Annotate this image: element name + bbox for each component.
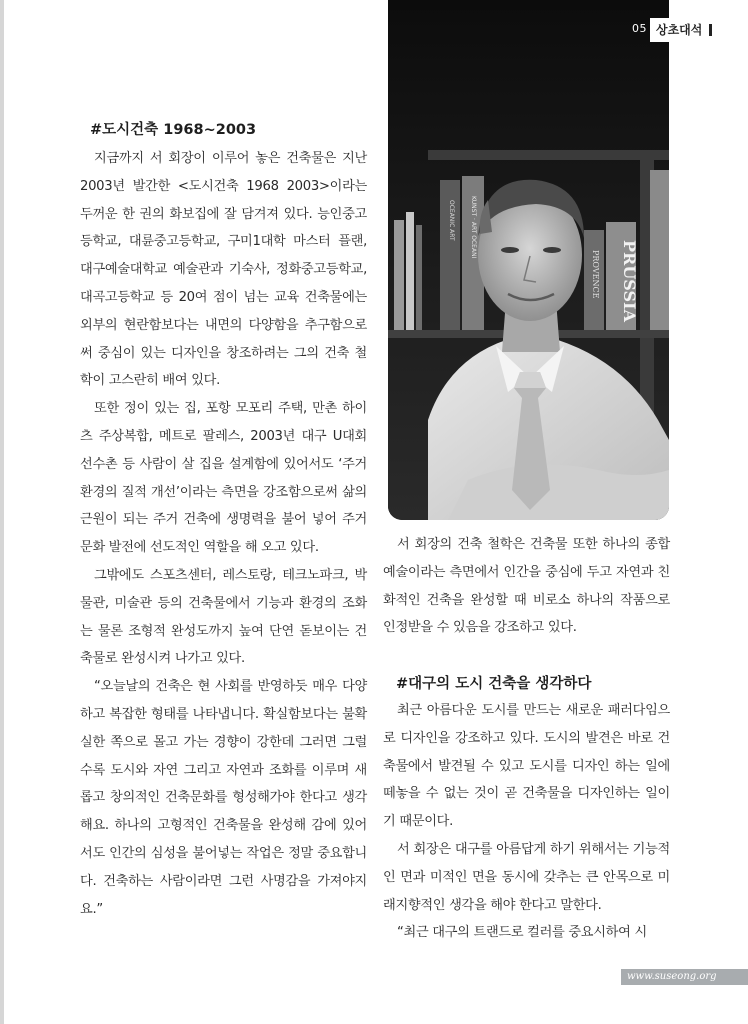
left-paragraph-4: “오늘날의 건축은 현 사회를 반영하듯 매우 다양하고 복잡한 형태를 나타냅니다. 확실함보다는 불확실한 쪽으로 몰고 가는 경향이 강한데 그러면 그럴수록 도시와 자연 그리고 자연과 조화를 이루며 새롭고 창의적인 건축문화를 형성해가야 한다고 생각해요. 하나의 고형적인 건축물을 완성해 감에 있어서도 인간의 심성을 불어넣는 작업은 정말 중요합니다. 건축하는 사람이라면 그런 사명감을 가져야지요.” [80, 679, 367, 917]
right-heading: #대구의 도시 건축을 생각하다 [396, 676, 592, 692]
left-paragraph-2: 또한 정이 있는 집, 포항 모포리 주택, 만촌 하이츠 주상복합, 메트로 팔레스, 2003년 대구 U대회 선수촌 등 사람이 살 집을 설계함에 있어서도 ‘주거 환경의 질적 개선’이라는 측면을 강조함으로써 삶의 근원이 되는 주거 건축에 생명력을 불어 넣어 주거 문화 발전에 선도적인 역할을 해 오고 있다. [80, 401, 367, 556]
book-spine-2: KUNST · ART OCEANI [470, 196, 477, 259]
left-heading: #도시건축 1968~2003 [90, 122, 257, 138]
book-spine-4: PRUSSIA [620, 240, 639, 322]
page-header [628, 18, 748, 42]
page-edge [0, 0, 4, 1024]
left-paragraph-1: 지금까지 서 회장이 이루어 놓은 건축물은 지난 2003년 발간한 <도시건축 1968 2003>이라는 두꺼운 한 권의 화보집에 잘 담겨져 있다. 능인중고등학교, 대륜중고등학교, 구미1대학 마스터 플랜, 대구예술대학교 예술관과 기숙사, 정화중고등학교, 대곡고등학교 등 20여 점이 넘는 교육 건축물에는 외부의 현란함보다는 내면의 다양함을 추구함으로써 중심이 있는 디자인을 창조하려는 그의 건축 철학이 고스란히 배여 있다. [80, 151, 367, 389]
left-body [80, 145, 367, 923]
portrait-photo [388, 0, 669, 520]
right-intro-paragraph: 서 회장의 건축 철학은 건축물 또한 하나의 종합예술이라는 측면에서 인간을 중심에 두고 자연과 친화적인 건축을 완성할 때 비로소 하나의 작품으로 인정받을 수 있음을 강조하고 있다. [383, 537, 670, 636]
book-spine-3: PROVENCE [591, 250, 600, 299]
right-paragraph-1: 최근 아름다운 도시를 만드는 새로운 패러다임으로 디자인을 강조하고 있다. 도시의 발견은 바로 건축물에서 발견될 수 있고 도시를 디자인 하는 일에 떼놓을 수 없는 것이 곧 건축물을 디자인하는 일이기 때문이다. [383, 703, 670, 830]
book-spine-1: OCEANIC ART [448, 200, 455, 241]
section-title: 상초대석 [650, 18, 748, 42]
right-intro [383, 531, 670, 642]
left-paragraph-3: 그밖에도 스포츠센터, 레스토랑, 테크노파크, 박물관, 미술관 등의 건축물에서 기능과 환경의 조화는 물론 조형적 완성도까지 높여 단연 돋보이는 건축물로 완성시켜 나가고 있다. [80, 567, 367, 667]
right-paragraph-3: “최근 대구의 트랜드로 컬러를 중요시하여 시 [397, 925, 647, 941]
page-number: 05 [632, 22, 647, 35]
right-paragraph-2: 서 회장은 대구를 아름답게 하기 위해서는 기능적인 면과 미적인 면을 동시에 갖추는 큰 안목으로 미래지향적인 생각을 해야 한다고 말한다. [383, 841, 670, 913]
right-body [383, 697, 670, 947]
footer-url: www.suseong.org [621, 969, 748, 985]
